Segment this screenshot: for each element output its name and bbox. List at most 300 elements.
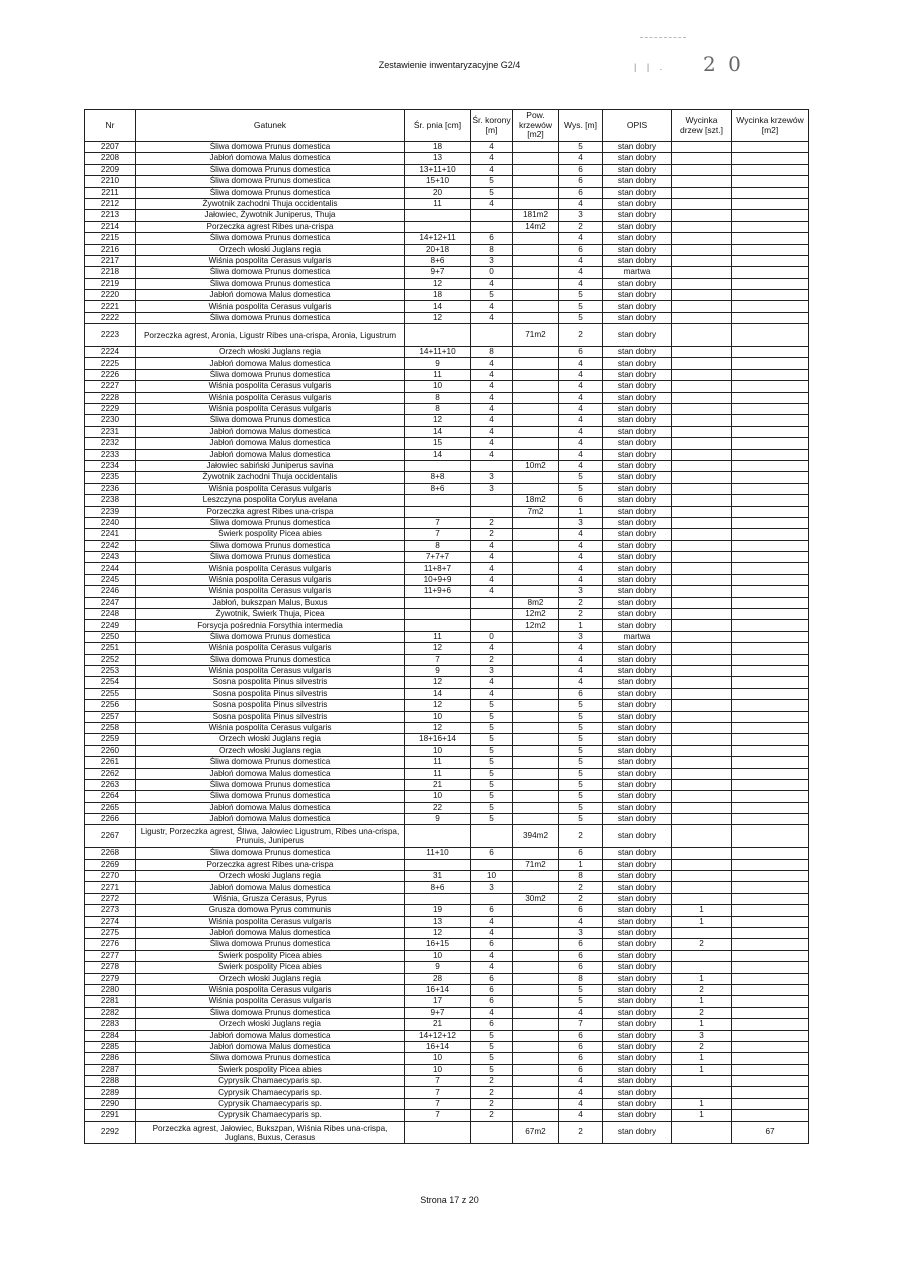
cell-description: stan dobry [603, 574, 672, 585]
cell-shrub-area [513, 540, 559, 551]
cell-species: Jabłoń domowa Malus domestica [136, 153, 405, 164]
cell-shrub-area [513, 438, 559, 449]
cell-crown-diameter: 0 [471, 631, 513, 642]
cell-tree-removal [672, 859, 732, 870]
cell-species: Orzech włoski Juglans regia [136, 871, 405, 882]
cell-description: stan dobry [603, 540, 672, 551]
cell-height: 4 [559, 643, 603, 654]
cell-crown-diameter: 4 [471, 358, 513, 369]
cell-crown-diameter: 4 [471, 552, 513, 563]
cell-shrub-removal [732, 802, 809, 813]
cell-nr: 2291 [85, 1110, 136, 1121]
cell-crown-diameter: 4 [471, 381, 513, 392]
cell-trunk-diameter: 20 [405, 187, 471, 198]
cell-shrub-removal [732, 791, 809, 802]
cell-description: stan dobry [603, 1053, 672, 1064]
cell-height: 6 [559, 950, 603, 961]
cell-description: stan dobry [603, 347, 672, 358]
cell-shrub-removal [732, 745, 809, 756]
cell-trunk-diameter: 20+18 [405, 244, 471, 255]
cell-tree-removal: 1 [672, 973, 732, 984]
table-row [85, 927, 809, 938]
table-row [85, 369, 809, 380]
cell-trunk-diameter: 10 [405, 1064, 471, 1075]
cell-trunk-diameter: 7 [405, 1087, 471, 1098]
table-row [85, 233, 809, 244]
cell-trunk-diameter [405, 597, 471, 608]
cell-height: 4 [559, 426, 603, 437]
cell-tree-removal [672, 517, 732, 528]
cell-crown-diameter: 5 [471, 779, 513, 790]
cell-shrub-area [513, 768, 559, 779]
cell-shrub-area: 181m2 [513, 210, 559, 221]
cell-height: 5 [559, 142, 603, 153]
cell-species: Wiśnia pospolita Cerasus vulgaris [136, 574, 405, 585]
cell-species: Śliwa domowa Prunus domestica [136, 540, 405, 551]
cell-tree-removal [672, 358, 732, 369]
cell-species: Jabłoń domowa Malus domestica [136, 438, 405, 449]
cell-description: stan dobry [603, 244, 672, 255]
cell-nr: 2246 [85, 586, 136, 597]
cell-trunk-diameter: 13+11+10 [405, 164, 471, 175]
cell-species: Jabłoń domowa Malus domestica [136, 882, 405, 893]
cell-crown-diameter: 5 [471, 290, 513, 301]
cell-tree-removal [672, 472, 732, 483]
cell-tree-removal [672, 301, 732, 312]
cell-tree-removal [672, 654, 732, 665]
table-row [85, 677, 809, 688]
cell-height: 6 [559, 1064, 603, 1075]
cell-shrub-area [513, 1064, 559, 1075]
cell-shrub-removal [732, 472, 809, 483]
cell-crown-diameter: 5 [471, 1030, 513, 1041]
cell-description: stan dobry [603, 677, 672, 688]
cell-crown-diameter: 5 [471, 700, 513, 711]
cell-height: 5 [559, 734, 603, 745]
cell-species: Porzeczka agrest Ribes una-crispa [136, 221, 405, 232]
cell-crown-diameter: 4 [471, 142, 513, 153]
cell-nr: 2275 [85, 927, 136, 938]
cell-species: Leszczyna pospolita Corylus avelana [136, 495, 405, 506]
cell-height: 3 [559, 631, 603, 642]
cell-nr: 2239 [85, 506, 136, 517]
cell-species: Żywotnik, Świerk Thuja, Picea [136, 609, 405, 620]
cell-crown-diameter: 4 [471, 415, 513, 426]
cell-tree-removal [672, 1087, 732, 1098]
cell-shrub-removal [732, 711, 809, 722]
cell-shrub-removal [732, 962, 809, 973]
cell-shrub-area [513, 449, 559, 460]
cell-description: stan dobry [603, 654, 672, 665]
cell-shrub-area: 18m2 [513, 495, 559, 506]
cell-species: Grusza domowa Pyrus communis [136, 905, 405, 916]
cell-species: Śliwa domowa Prunus domestica [136, 552, 405, 563]
table-row [85, 426, 809, 437]
cell-description: stan dobry [603, 153, 672, 164]
cell-crown-diameter: 6 [471, 905, 513, 916]
cell-trunk-diameter: 18 [405, 142, 471, 153]
table-row [85, 1076, 809, 1087]
cell-tree-removal [672, 825, 732, 848]
cell-species: Śliwa domowa Prunus domestica [136, 517, 405, 528]
table-row [85, 643, 809, 654]
cell-shrub-area: 394m2 [513, 825, 559, 848]
cell-species: Orzech włoski Juglans regia [136, 973, 405, 984]
cell-shrub-area [513, 176, 559, 187]
cell-species: Jabłoń domowa Malus domestica [136, 768, 405, 779]
cell-species: Wiśnia pospolita Cerasus vulgaris [136, 404, 405, 415]
cell-description: stan dobry [603, 198, 672, 209]
cell-species: Jabłoń domowa Malus domestica [136, 290, 405, 301]
cell-height: 4 [559, 449, 603, 460]
cell-nr: 2252 [85, 654, 136, 665]
cell-description: stan dobry [603, 791, 672, 802]
cell-nr: 2209 [85, 164, 136, 175]
cell-trunk-diameter: 7 [405, 529, 471, 540]
cell-crown-diameter: 5 [471, 1053, 513, 1064]
table-row [85, 392, 809, 403]
cell-nr: 2282 [85, 1007, 136, 1018]
cell-description: stan dobry [603, 438, 672, 449]
cell-trunk-diameter: 9 [405, 665, 471, 676]
cell-crown-diameter: 2 [471, 654, 513, 665]
cell-species: Śliwa domowa Prunus domestica [136, 631, 405, 642]
cell-shrub-area [513, 290, 559, 301]
cell-species: Śliwa domowa Prunus domestica [136, 278, 405, 289]
cell-height: 4 [559, 1076, 603, 1087]
cell-nr: 2219 [85, 278, 136, 289]
cell-crown-diameter: 5 [471, 1041, 513, 1052]
cell-tree-removal: 1 [672, 1019, 732, 1030]
cell-tree-removal [672, 278, 732, 289]
cell-shrub-removal [732, 278, 809, 289]
cell-nr: 2284 [85, 1030, 136, 1041]
cell-description: stan dobry [603, 859, 672, 870]
cell-shrub-area [513, 415, 559, 426]
cell-nr: 2262 [85, 768, 136, 779]
cell-shrub-removal [732, 142, 809, 153]
table-row [85, 472, 809, 483]
cell-crown-diameter [471, 893, 513, 904]
cell-tree-removal [672, 506, 732, 517]
cell-species: Wiśnia pospolita Cerasus vulgaris [136, 483, 405, 494]
cell-shrub-removal [732, 381, 809, 392]
cell-description: stan dobry [603, 552, 672, 563]
cell-nr: 2256 [85, 700, 136, 711]
cell-species: Wiśnia pospolita Cerasus vulgaris [136, 722, 405, 733]
table-row [85, 460, 809, 471]
cell-species: Porzeczka agrest, Aronia, Ligustr Ribes una-crispa, Aronia, Ligustrum [136, 324, 405, 347]
table-row [85, 221, 809, 232]
col-header-crown-diameter: Śr. korony [m] [471, 110, 513, 142]
cell-species: Śliwa domowa Prunus domestica [136, 369, 405, 380]
table-row [85, 654, 809, 665]
cell-nr: 2272 [85, 893, 136, 904]
cell-height: 5 [559, 483, 603, 494]
cell-height: 4 [559, 358, 603, 369]
table-row [85, 290, 809, 301]
cell-description: stan dobry [603, 233, 672, 244]
cell-description: stan dobry [603, 882, 672, 893]
cell-nr: 2243 [85, 552, 136, 563]
table-row [85, 517, 809, 528]
cell-description: stan dobry [603, 939, 672, 950]
cell-trunk-diameter: 11+8+7 [405, 563, 471, 574]
cell-tree-removal [672, 700, 732, 711]
cell-shrub-area [513, 255, 559, 266]
cell-nr: 2280 [85, 984, 136, 995]
cell-nr: 2255 [85, 688, 136, 699]
cell-description: stan dobry [603, 779, 672, 790]
cell-height: 6 [559, 164, 603, 175]
cell-trunk-diameter: 12 [405, 312, 471, 323]
cell-height: 2 [559, 825, 603, 848]
cell-crown-diameter: 5 [471, 176, 513, 187]
cell-tree-removal [672, 962, 732, 973]
cell-tree-removal [672, 631, 732, 642]
cell-crown-diameter [471, 324, 513, 347]
cell-species: Świerk pospolity Picea abies [136, 1064, 405, 1075]
cell-nr: 2222 [85, 312, 136, 323]
cell-height: 5 [559, 768, 603, 779]
cell-tree-removal: 1 [672, 1098, 732, 1109]
cell-crown-diameter: 4 [471, 426, 513, 437]
cell-shrub-area [513, 984, 559, 995]
cell-crown-diameter: 2 [471, 1110, 513, 1121]
cell-description: stan dobry [603, 996, 672, 1007]
cell-height: 4 [559, 255, 603, 266]
cell-crown-diameter: 4 [471, 369, 513, 380]
table-row [85, 1053, 809, 1064]
cell-shrub-area: 30m2 [513, 893, 559, 904]
cell-tree-removal: 1 [672, 916, 732, 927]
cell-trunk-diameter: 18+16+14 [405, 734, 471, 745]
cell-trunk-diameter: 21 [405, 779, 471, 790]
cell-shrub-area [513, 700, 559, 711]
cell-shrub-removal [732, 814, 809, 825]
cell-tree-removal [672, 164, 732, 175]
cell-nr: 2241 [85, 529, 136, 540]
cell-shrub-area [513, 1019, 559, 1030]
cell-crown-diameter [471, 597, 513, 608]
cell-trunk-diameter: 8 [405, 392, 471, 403]
cell-shrub-removal [732, 984, 809, 995]
cell-species: Cyprysik Chamaecyparis sp. [136, 1110, 405, 1121]
cell-tree-removal [672, 369, 732, 380]
cell-shrub-removal [732, 267, 809, 278]
table-row [85, 312, 809, 323]
cell-shrub-area: 7m2 [513, 506, 559, 517]
cell-height: 6 [559, 495, 603, 506]
cell-shrub-area [513, 791, 559, 802]
cell-nr: 2279 [85, 973, 136, 984]
cell-species: Śliwa domowa Prunus domestica [136, 233, 405, 244]
cell-height: 4 [559, 552, 603, 563]
cell-trunk-diameter: 10 [405, 950, 471, 961]
cell-shrub-removal: 67 [732, 1121, 809, 1144]
cell-shrub-removal [732, 665, 809, 676]
cell-tree-removal [672, 1121, 732, 1144]
cell-crown-diameter: 6 [471, 984, 513, 995]
cell-species: Wiśnia pospolita Cerasus vulgaris [136, 984, 405, 995]
cell-shrub-removal [732, 973, 809, 984]
cell-shrub-removal [732, 597, 809, 608]
cell-species: Forsycja pośrednia Forsythia intermedia [136, 620, 405, 631]
cell-tree-removal [672, 665, 732, 676]
cell-shrub-area [513, 745, 559, 756]
cell-height: 5 [559, 745, 603, 756]
cell-height: 2 [559, 324, 603, 347]
cell-height: 4 [559, 1007, 603, 1018]
cell-shrub-area: 71m2 [513, 324, 559, 347]
cell-trunk-diameter [405, 620, 471, 631]
cell-crown-diameter: 4 [471, 301, 513, 312]
cell-height: 6 [559, 176, 603, 187]
cell-height: 8 [559, 973, 603, 984]
cell-height: 4 [559, 267, 603, 278]
cell-trunk-diameter: 11 [405, 369, 471, 380]
cell-shrub-area [513, 198, 559, 209]
cell-height: 2 [559, 221, 603, 232]
table-row [85, 529, 809, 540]
cell-height: 6 [559, 688, 603, 699]
cell-shrub-area [513, 643, 559, 654]
cell-description: stan dobry [603, 1007, 672, 1018]
cell-species: Śliwa domowa Prunus domestica [136, 267, 405, 278]
cell-tree-removal [672, 882, 732, 893]
cell-crown-diameter: 4 [471, 164, 513, 175]
cell-crown-diameter [471, 460, 513, 471]
cell-nr: 2212 [85, 198, 136, 209]
cell-height: 4 [559, 381, 603, 392]
cell-nr: 2273 [85, 905, 136, 916]
table-row [85, 198, 809, 209]
cell-description: stan dobry [603, 905, 672, 916]
cell-shrub-removal [732, 426, 809, 437]
table-row [85, 438, 809, 449]
cell-species: Śliwa domowa Prunus domestica [136, 939, 405, 950]
table-row [85, 255, 809, 266]
cell-height: 4 [559, 460, 603, 471]
cell-species: Jałowiec sabiński Juniperus savina [136, 460, 405, 471]
cell-shrub-area: 67m2 [513, 1121, 559, 1144]
cell-shrub-area [513, 426, 559, 437]
cell-height: 3 [559, 586, 603, 597]
page-number: Strona 17 z 20 [420, 1195, 479, 1205]
table-row [85, 768, 809, 779]
table-row [85, 893, 809, 904]
cell-trunk-diameter: 7 [405, 1076, 471, 1087]
cell-crown-diameter: 3 [471, 483, 513, 494]
table-row [85, 1064, 809, 1075]
cell-nr: 2242 [85, 540, 136, 551]
cell-trunk-diameter: 14 [405, 301, 471, 312]
cell-species: Świerk pospolity Picea abies [136, 950, 405, 961]
cell-tree-removal [672, 722, 732, 733]
cell-shrub-removal [732, 187, 809, 198]
cell-shrub-removal [732, 404, 809, 415]
cell-crown-diameter: 5 [471, 768, 513, 779]
cell-species: Żywotnik zachodni Thuja occidentalis [136, 198, 405, 209]
cell-height: 4 [559, 540, 603, 551]
col-header-description: OPIS [603, 110, 672, 142]
cell-height: 5 [559, 779, 603, 790]
cell-shrub-removal [732, 517, 809, 528]
cell-trunk-diameter: 19 [405, 905, 471, 916]
cell-nr: 2224 [85, 347, 136, 358]
cell-description: stan dobry [603, 426, 672, 437]
cell-shrub-removal [732, 927, 809, 938]
cell-trunk-diameter: 11 [405, 768, 471, 779]
col-header-shrub-area: Pow. krzewów [m2] [513, 110, 559, 142]
cell-height: 6 [559, 939, 603, 950]
cell-description: stan dobry [603, 563, 672, 574]
cell-shrub-area [513, 552, 559, 563]
cell-nr: 2214 [85, 221, 136, 232]
cell-crown-diameter: 4 [471, 278, 513, 289]
cell-nr: 2268 [85, 848, 136, 859]
cell-species: Śliwa domowa Prunus domestica [136, 791, 405, 802]
cell-shrub-removal [732, 460, 809, 471]
cell-shrub-area [513, 654, 559, 665]
table-row [85, 665, 809, 676]
cell-height: 1 [559, 620, 603, 631]
cell-shrub-removal [732, 939, 809, 950]
col-header-nr: Nr [85, 110, 136, 142]
cell-shrub-removal [732, 1019, 809, 1030]
cell-species: Wiśnia pospolita Cerasus vulgaris [136, 586, 405, 597]
cell-species: Ligustr, Porzeczka agrest, Śliwa, Jałowiec Ligustrum, Ribes una-crispa, Prunuis, Juniperus [136, 825, 405, 848]
cell-shrub-area [513, 472, 559, 483]
cell-shrub-area [513, 301, 559, 312]
cell-height: 5 [559, 722, 603, 733]
cell-description: stan dobry [603, 301, 672, 312]
cell-shrub-removal [732, 905, 809, 916]
cell-shrub-area [513, 529, 559, 540]
cell-crown-diameter: 10 [471, 871, 513, 882]
cell-nr: 2217 [85, 255, 136, 266]
cell-crown-diameter: 5 [471, 1064, 513, 1075]
cell-shrub-area: 71m2 [513, 859, 559, 870]
cell-trunk-diameter: 11 [405, 198, 471, 209]
cell-nr: 2286 [85, 1053, 136, 1064]
cell-tree-removal [672, 255, 732, 266]
cell-nr: 2250 [85, 631, 136, 642]
cell-nr: 2227 [85, 381, 136, 392]
cell-crown-diameter: 6 [471, 973, 513, 984]
cell-tree-removal: 3 [672, 1030, 732, 1041]
cell-description: stan dobry [603, 164, 672, 175]
cell-trunk-diameter: 9+7 [405, 267, 471, 278]
cell-crown-diameter [471, 620, 513, 631]
cell-shrub-area [513, 267, 559, 278]
cell-tree-removal [672, 142, 732, 153]
cell-nr: 2247 [85, 597, 136, 608]
cell-species: Wiśnia pospolita Cerasus vulgaris [136, 301, 405, 312]
col-header-height: Wys. [m] [559, 110, 603, 142]
cell-description: stan dobry [603, 404, 672, 415]
cell-height: 3 [559, 927, 603, 938]
inventory-table [84, 109, 809, 1144]
cell-trunk-diameter: 7 [405, 517, 471, 528]
cell-trunk-diameter: 10+9+9 [405, 574, 471, 585]
cell-tree-removal [672, 312, 732, 323]
table-row [85, 996, 809, 1007]
cell-shrub-area [513, 814, 559, 825]
cell-species: Orzech włoski Juglans regia [136, 1019, 405, 1030]
cell-trunk-diameter: 16+14 [405, 1041, 471, 1052]
cell-shrub-area [513, 1041, 559, 1052]
